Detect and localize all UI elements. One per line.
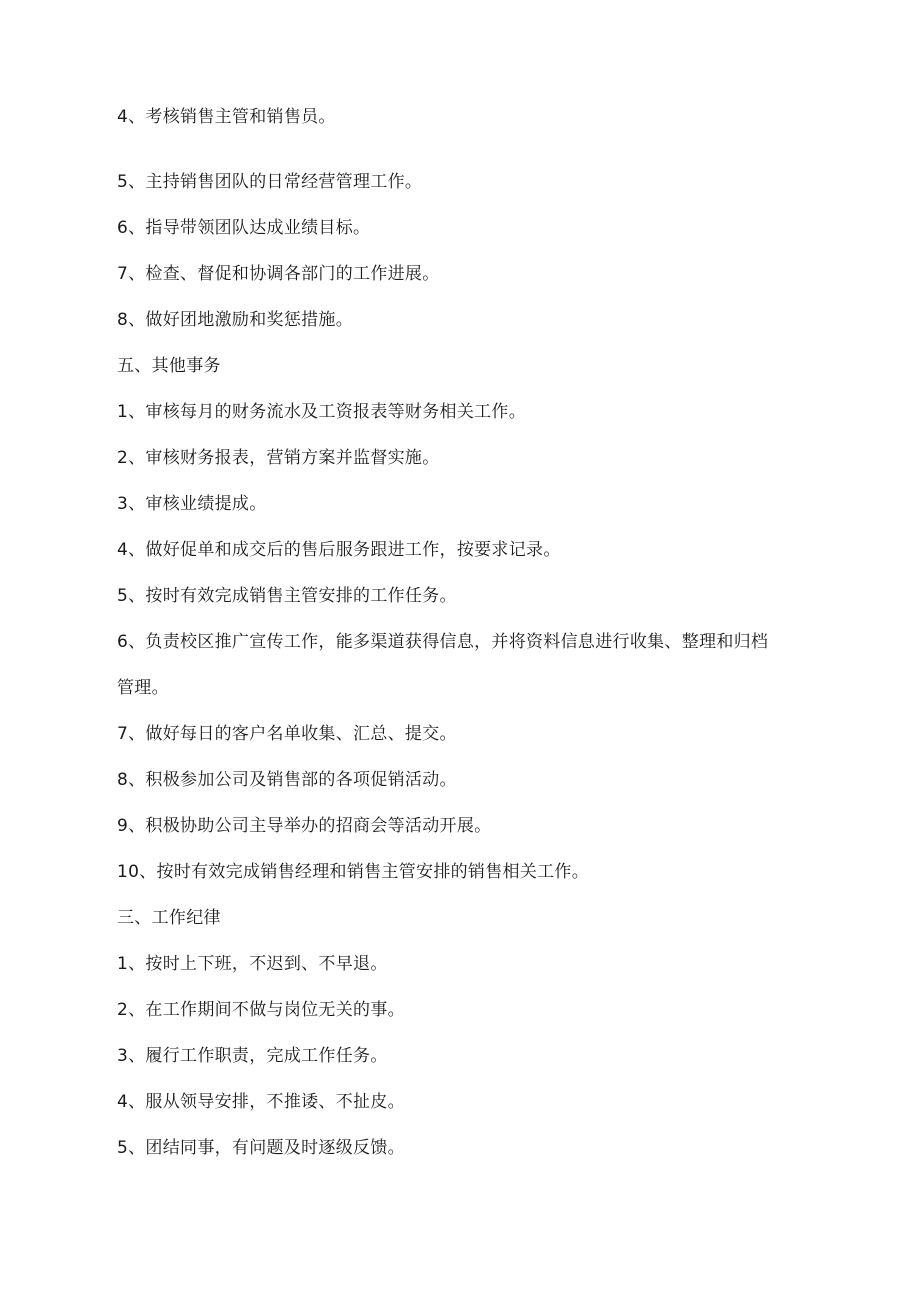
list-item: 5、按时有效完成销售主管安排的工作任务。 [117, 586, 457, 606]
list-item: 6、指导带领团队达成业绩目标。 [117, 218, 371, 238]
list-item: 3、履行工作职责，完成工作任务。 [117, 1046, 388, 1066]
list-item: 1、按时上下班，不迟到、不早退。 [117, 954, 388, 974]
list-item: 2、审核财务报表，营销方案并监督实施。 [117, 448, 440, 468]
list-item: 2、在工作期间不做与岗位无关的事。 [117, 1000, 405, 1020]
list-item-continuation: 管理。 [117, 678, 169, 698]
list-item: 1、审核每月的财务流水及工资报表等财务相关工作。 [117, 402, 527, 422]
list-item: 5、团结同事，有问题及时逐级反馈。 [117, 1138, 405, 1158]
list-item: 7、检查、督促和协调各部门的工作进展。 [117, 264, 440, 284]
list-item: 10、按时有效完成销售经理和销售主管安排的销售相关工作。 [117, 862, 590, 882]
list-item: 4、做好促单和成交后的售后服务跟进工作，按要求记录。 [117, 540, 561, 560]
list-item: 4、服从领导安排，不推诿、不扯皮。 [117, 1092, 405, 1112]
section-heading: 五、其他事务 [117, 356, 221, 376]
section-heading: 三、工作纪律 [117, 908, 221, 928]
list-item: 7、做好每日的客户名单收集、汇总、提交。 [117, 724, 457, 744]
list-item: 8、积极参加公司及销售部的各项促销活动。 [117, 770, 457, 790]
list-item: 5、主持销售团队的日常经营管理工作。 [117, 172, 423, 192]
list-item: 8、做好团地激励和奖惩措施。 [117, 310, 354, 330]
list-item: 4、考核销售主管和销售员。 [117, 107, 336, 127]
list-item: 3、审核业绩提成。 [117, 494, 267, 514]
list-item: 9、积极协助公司主导举办的招商会等活动开展。 [117, 816, 492, 836]
list-item: 6、负责校区推广宣传工作，能多渠道获得信息，并将资料信息进行收集、整理和归档 [117, 632, 769, 652]
